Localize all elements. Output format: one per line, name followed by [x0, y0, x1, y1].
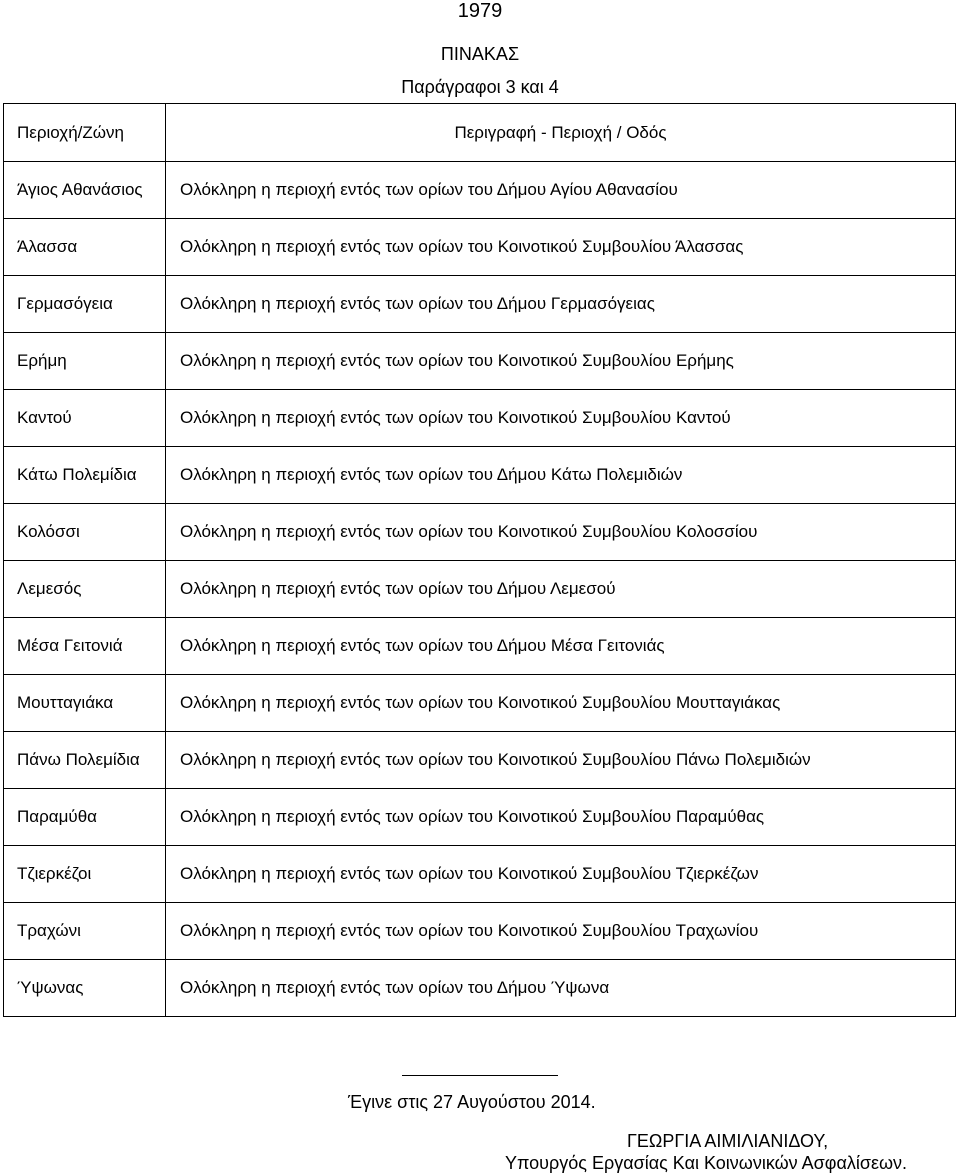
header-description: Περιγραφή - Περιοχή / Οδός	[166, 104, 956, 162]
area-cell: Κάτω Πολεμίδια	[4, 447, 166, 504]
table-row	[4, 219, 956, 276]
page-number: 1979	[457, 0, 503, 22]
description-cell: Ολόκληρη η περιοχή εντός των ορίων του Κοινοτικού Συμβουλίου Τραχωνίου	[166, 903, 956, 960]
signature-divider	[402, 1075, 558, 1076]
description-cell: Ολόκληρη η περιοχή εντός των ορίων του Δήμου Κάτω Πολεμιδιών	[166, 447, 956, 504]
table-row	[4, 618, 956, 675]
table-header	[4, 104, 956, 162]
table-row	[4, 162, 956, 219]
area-cell: Τραχώνι	[4, 903, 166, 960]
description-cell: Ολόκληρη η περιοχή εντός των ορίων του Κοινοτικού Συμβουλίου Ερήμης	[166, 333, 956, 390]
table-row	[4, 732, 956, 789]
table-row	[4, 675, 956, 732]
area-cell: Λεμεσός	[4, 561, 166, 618]
table-body	[4, 162, 956, 1017]
table-row	[4, 960, 956, 1017]
description-cell: Ολόκληρη η περιοχή εντός των ορίων του Κοινοτικού Συμβουλίου Καντού	[166, 390, 956, 447]
table-header-row	[4, 104, 956, 162]
area-cell: Παραμύθα	[4, 789, 166, 846]
header-area-zone: Περιοχή/Ζώνη	[4, 104, 166, 162]
table-row	[4, 333, 956, 390]
table-row	[4, 561, 956, 618]
description-cell: Ολόκληρη η περιοχή εντός των ορίων του Κοινοτικού Συμβουλίου Κολοσσίου	[166, 504, 956, 561]
description-cell: Ολόκληρη η περιοχή εντός των ορίων του Δήμου Γερμασόγειας	[166, 276, 956, 333]
document-title: ΠΙΝΑΚΑΣ	[440, 44, 520, 64]
description-cell: Ολόκληρη η περιοχή εντός των ορίων του Δήμου Ύψωνα	[166, 960, 956, 1017]
done-at-date: Έγινε στις 27 Αυγούστου 2014.	[348, 1092, 596, 1112]
schedule-table	[3, 103, 956, 1017]
description-cell: Ολόκληρη η περιοχή εντός των ορίων του Κοινοτικού Συμβουλίου Τζιερκέζων	[166, 846, 956, 903]
area-cell: Άγιος Αθανάσιος	[4, 162, 166, 219]
description-cell: Ολόκληρη η περιοχή εντός των ορίων του Δήμου Λεμεσού	[166, 561, 956, 618]
area-cell: Μουτταγιάκα	[4, 675, 166, 732]
area-cell: Καντού	[4, 390, 166, 447]
area-cell: Μέσα Γειτονιά	[4, 618, 166, 675]
table-row	[4, 903, 956, 960]
description-cell: Ολόκληρη η περιοχή εντός των ορίων του Κοινοτικού Συμβουλίου Άλασσας	[166, 219, 956, 276]
description-cell: Ολόκληρη η περιοχή εντός των ορίων του Δήμου Μέσα Γειτονιάς	[166, 618, 956, 675]
description-cell: Ολόκληρη η περιοχή εντός των ορίων του Δήμου Αγίου Αθανασίου	[166, 162, 956, 219]
table-row	[4, 447, 956, 504]
table-row	[4, 390, 956, 447]
signatory-name: ΓΕΩΡΓΙΑ ΑΙΜΙΛΙΑΝΙΔΟΥ,	[627, 1131, 829, 1151]
description-cell: Ολόκληρη η περιοχή εντός των ορίων του Κοινοτικού Συμβουλίου Πάνω Πολεμιδιών	[166, 732, 956, 789]
area-cell: Άλασσα	[4, 219, 166, 276]
signatory-title: Υπουργός Εργασίας Και Κοινωνικών Ασφαλίσεων.	[505, 1153, 908, 1173]
area-cell: Κολόσσι	[4, 504, 166, 561]
area-cell: Ερήμη	[4, 333, 166, 390]
table-row	[4, 846, 956, 903]
area-cell: Πάνω Πολεμίδια	[4, 732, 166, 789]
document-subtitle: Παράγραφοι 3 και 4	[401, 77, 559, 97]
table-row	[4, 504, 956, 561]
area-cell: Γερμασόγεια	[4, 276, 166, 333]
area-cell: Τζιερκέζοι	[4, 846, 166, 903]
description-cell: Ολόκληρη η περιοχή εντός των ορίων του Κοινοτικού Συμβουλίου Παραμύθας	[166, 789, 956, 846]
area-cell: Ύψωνας	[4, 960, 166, 1017]
description-cell: Ολόκληρη η περιοχή εντός των ορίων του Κοινοτικού Συμβουλίου Μουτταγιάκας	[166, 675, 956, 732]
table-row	[4, 276, 956, 333]
table-row	[4, 789, 956, 846]
